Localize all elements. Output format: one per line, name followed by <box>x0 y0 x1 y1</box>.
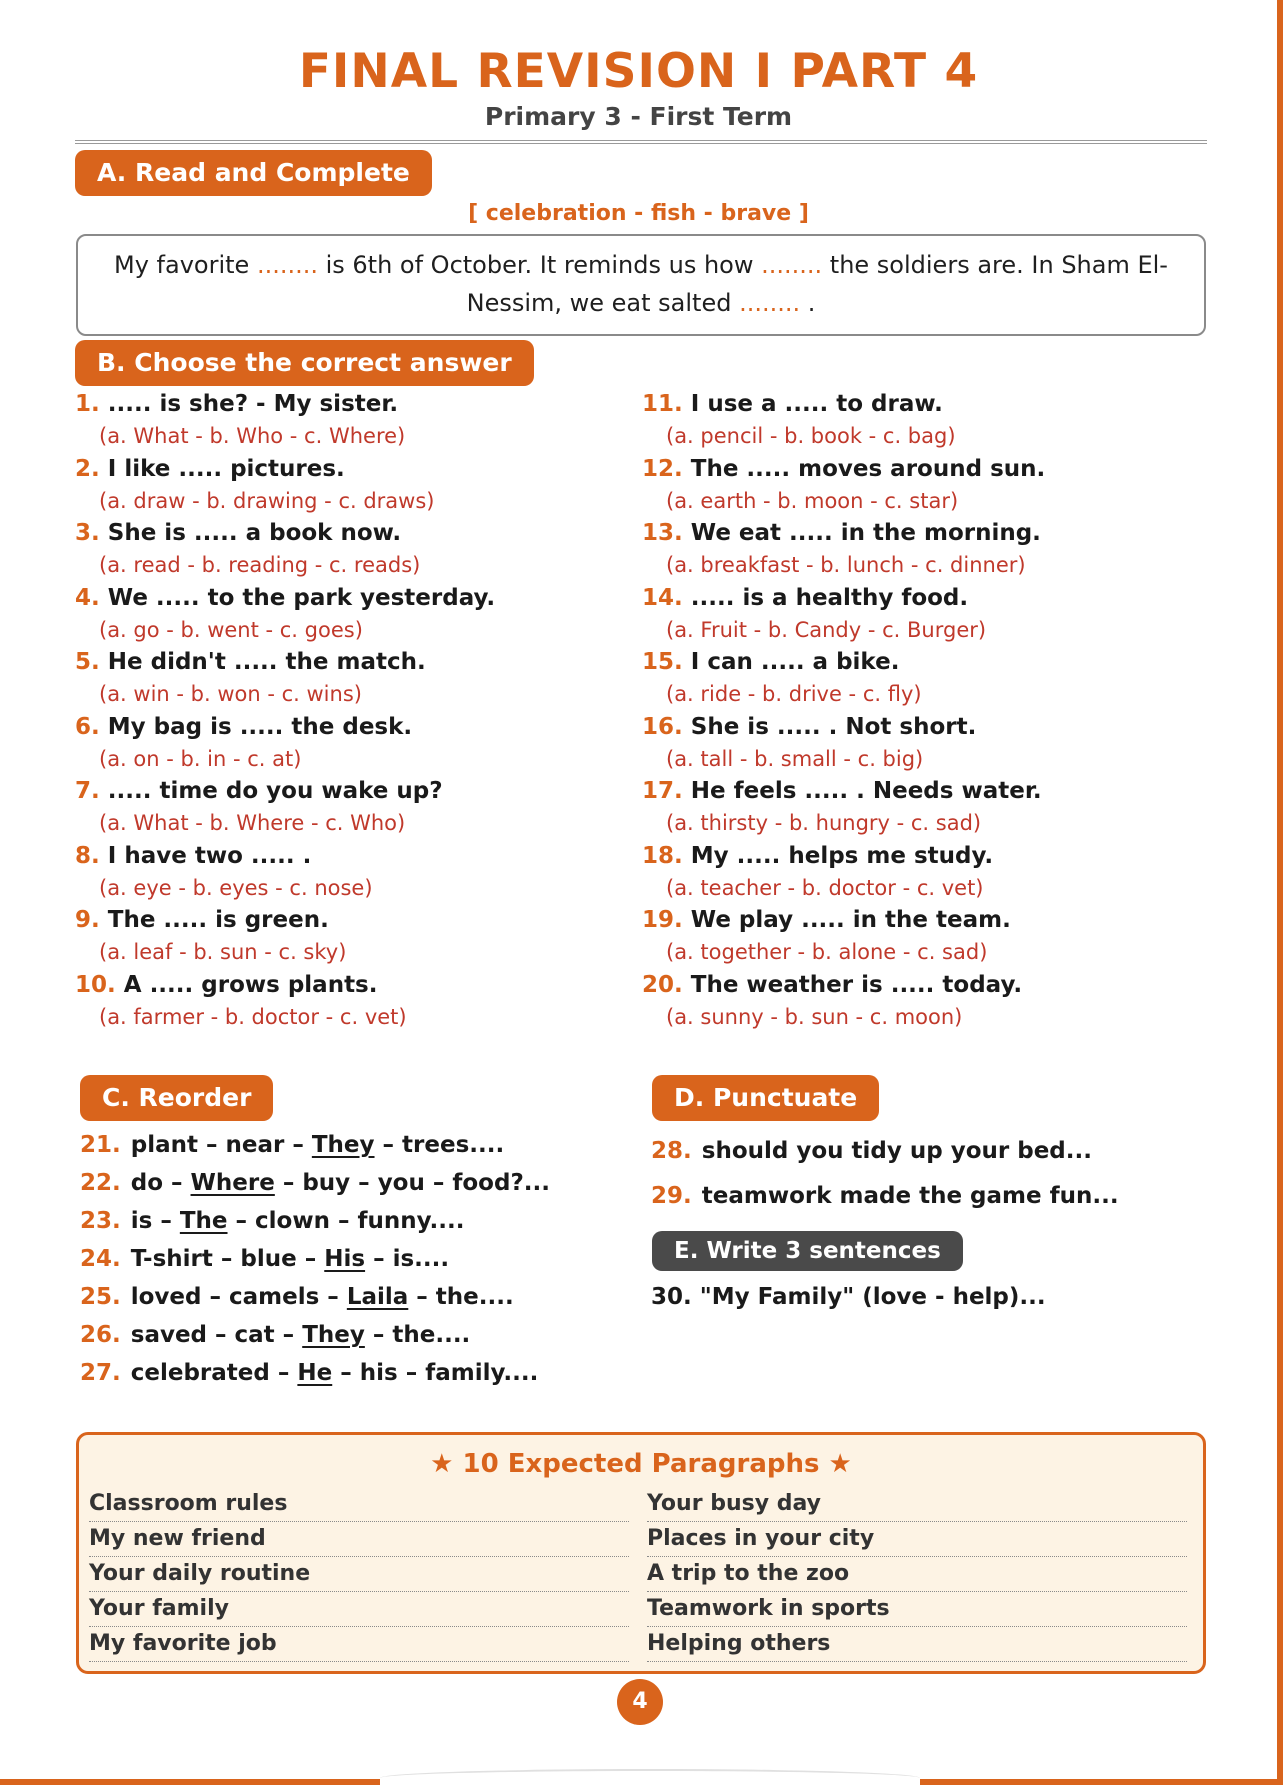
answer-options: (a. draw - b. drawing - c. draws) <box>99 489 435 513</box>
reorder-item: 21. plant – near – They – trees.... <box>80 1132 505 1158</box>
page-subtitle: Primary 3 - First Term <box>484 102 793 131</box>
question-text: 10. A ..... grows plants. <box>75 972 378 998</box>
page-number: 4 <box>617 1679 663 1725</box>
question-text: 11. I use a ..... to draw. <box>642 391 943 417</box>
paragraph-topic: Helping others <box>647 1627 1187 1662</box>
answer-options: (a. sunny - b. sun - c. moon) <box>666 1005 963 1029</box>
reorder-item: 26. saved – cat – They – the.... <box>80 1322 471 1348</box>
blank-2: ........ <box>761 251 823 279</box>
question-text: 3. She is ..... a book now. <box>75 520 402 546</box>
answer-options: (a. go - b. went - c. goes) <box>99 618 363 642</box>
passage-text: My favorite <box>114 251 257 279</box>
page-title: FINAL REVISION I PART 4 <box>298 44 979 99</box>
divider <box>75 143 1207 144</box>
write-sentences-item: 30. "My Family" (love - help)... <box>651 1284 1046 1310</box>
subject-word: Laila <box>346 1284 409 1310</box>
answer-options: (a. teacher - b. doctor - c. vet) <box>666 876 984 900</box>
paragraph-topic: Teamwork in sports <box>647 1592 1187 1627</box>
bottom-decoration <box>380 1769 920 1787</box>
question-text: 2. I like ..... pictures. <box>75 456 345 482</box>
paragraph-topic: Places in your city <box>647 1522 1187 1557</box>
answer-options: (a. Fruit - b. Candy - c. Burger) <box>666 618 987 642</box>
passage-text: Nessim, we eat salted <box>466 289 740 317</box>
paragraph-topic: Your family <box>89 1592 629 1627</box>
reorder-item: 27. celebrated – He – his – family.... <box>80 1360 539 1386</box>
question-text: 9. The ..... is green. <box>75 907 329 933</box>
answer-options: (a. eye - b. eyes - c. nose) <box>99 876 373 900</box>
expected-paragraphs-box <box>76 1432 1206 1674</box>
answer-options: (a. thirsty - b. hungry - c. sad) <box>666 811 982 835</box>
reorder-item: 24. T-shirt – blue – His – is.... <box>80 1246 450 1272</box>
paragraph-topic: Classroom rules <box>89 1487 629 1522</box>
paragraph-topic: A trip to the zoo <box>647 1557 1187 1592</box>
subject-word: He <box>297 1360 333 1386</box>
section-c-label: C. Reorder <box>80 1075 273 1121</box>
punctuate-item: 28. should you tidy up your bed... <box>651 1138 1092 1164</box>
question-text: 7. ..... time do you wake up? <box>75 778 443 804</box>
paragraphs-title: ★ 10 Expected Paragraphs ★ <box>430 1449 852 1479</box>
answer-options: (a. together - b. alone - c. sad) <box>666 940 988 964</box>
question-text: 16. She is ..... . Not short. <box>642 714 977 740</box>
question-text: 13. We eat ..... in the morning. <box>642 520 1041 546</box>
question-text: 17. He feels ..... . Needs water. <box>642 778 1042 804</box>
answer-options: (a. ride - b. drive - c. fly) <box>666 682 922 706</box>
question-text: 12. The ..... moves around sun. <box>642 456 1046 482</box>
answer-options: (a. on - b. in - c. at) <box>99 747 302 771</box>
answer-options: (a. earth - b. moon - c. star) <box>666 489 959 513</box>
answer-options: (a. tall - b. small - c. big) <box>666 747 924 771</box>
answer-options: (a. What - b. Where - c. Who) <box>99 811 406 835</box>
paragraph-topic: Your daily routine <box>89 1557 629 1592</box>
subject-word: They <box>311 1132 375 1158</box>
subject-word: His <box>324 1246 366 1272</box>
answer-options: (a. pencil - b. book - c. bag) <box>666 424 956 448</box>
answer-options: (a. farmer - b. doctor - c. vet) <box>99 1005 407 1029</box>
question-text: 20. The weather is ..... today. <box>642 972 1023 998</box>
word-bank: [ celebration - fish - brave ] <box>468 201 809 226</box>
answer-options: (a. win - b. won - c. wins) <box>99 682 362 706</box>
passage-text: . <box>800 289 816 317</box>
passage-text: the soldiers are. In Sham El- <box>822 251 1168 279</box>
answer-options: (a. What - b. Who - c. Where) <box>99 424 406 448</box>
section-b-label: B. Choose the correct answer <box>75 340 534 386</box>
blank-3: ........ <box>739 289 801 317</box>
reorder-item: 25. loved – camels – Laila – the.... <box>80 1284 514 1310</box>
divider <box>75 140 1207 141</box>
reorder-item: 23. is – The – clown – funny.... <box>80 1208 465 1234</box>
subject-word: They <box>302 1322 365 1348</box>
paragraph-topic: My favorite job <box>89 1627 629 1662</box>
read-complete-box <box>76 234 1206 336</box>
punctuate-item: 29. teamwork made the game fun... <box>651 1183 1119 1209</box>
paragraph-topic: Your busy day <box>647 1487 1187 1522</box>
reorder-item: 22. do – Where – buy – you – food?... <box>80 1170 550 1196</box>
question-text: 18. My ..... helps me study. <box>642 843 994 869</box>
answer-options: (a. breakfast - b. lunch - c. dinner) <box>666 553 1026 577</box>
question-text: 5. He didn't ..... the match. <box>75 649 426 675</box>
question-text: 1. ..... is she? - My sister. <box>75 391 399 417</box>
section-e-label: E. Write 3 sentences <box>652 1231 963 1271</box>
section-d-label: D. Punctuate <box>652 1075 879 1121</box>
question-text: 6. My bag is ..... the desk. <box>75 714 413 740</box>
question-text: 8. I have two ..... . <box>75 843 312 869</box>
subject-word: The <box>179 1208 228 1234</box>
subject-word: Where <box>190 1170 275 1196</box>
question-text: 15. I can ..... a bike. <box>642 649 900 675</box>
section-a-label: A. Read and Complete <box>75 150 432 196</box>
question-text: 19. We play ..... in the team. <box>642 907 1011 933</box>
question-text: 14. ..... is a healthy food. <box>642 585 969 611</box>
answer-options: (a. read - b. reading - c. reads) <box>99 553 421 577</box>
blank-1: ........ <box>256 251 318 279</box>
answer-options: (a. leaf - b. sun - c. sky) <box>99 940 347 964</box>
paragraph-topic: My new friend <box>89 1522 629 1557</box>
question-text: 4. We ..... to the park yesterday. <box>75 585 496 611</box>
passage-text: is 6th of October. It reminds us how <box>317 251 762 279</box>
